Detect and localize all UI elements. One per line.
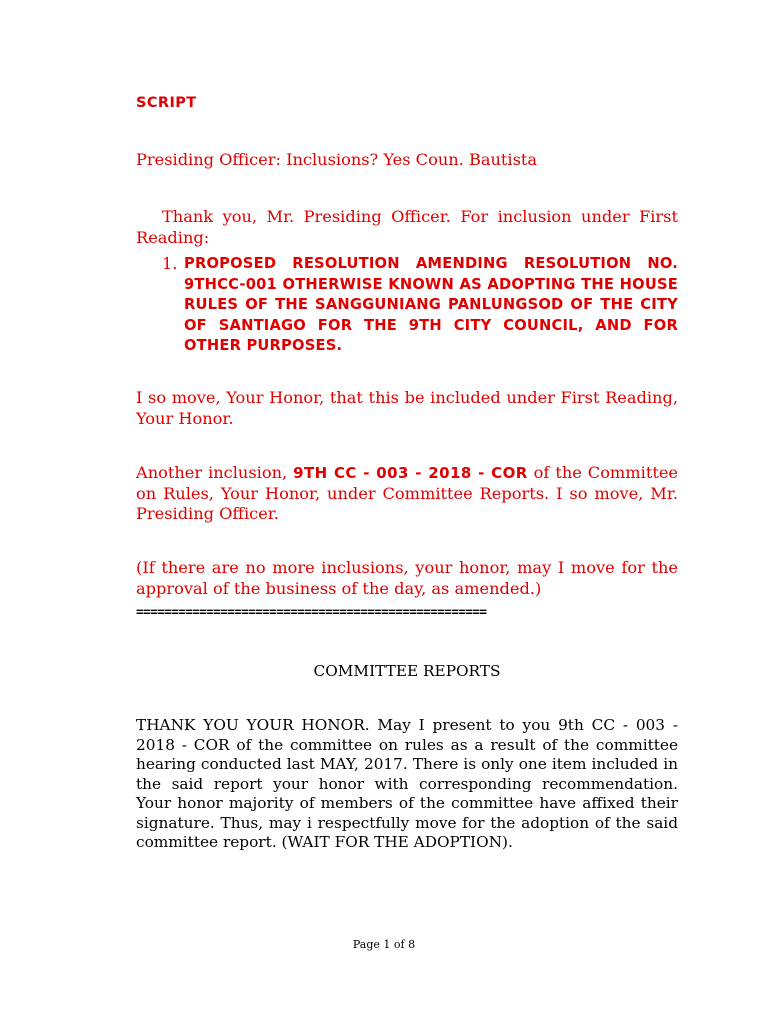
list-item-resolution: PROPOSED RESOLUTION AMENDING RESOLUTION NO. 9THCC-001 OTHERWISE KNOWN AS ADOPTING THE HOUSE RULES OF THE SANGGUNIANG PANLUNGSOD OF THE CITY OF SANTIAGO FOR THE 9TH CITY COUNCIL, AND FOR OTHER PURPOSES.: [184, 255, 678, 355]
another-prefix: Another inclusion,: [136, 463, 294, 482]
presiding-officer-line: Presiding Officer: Inclusions? Yes Coun. Bautista: [136, 150, 538, 169]
script-heading: SCRIPT: [136, 95, 197, 111]
inclusion-list: [136, 254, 678, 358]
committee-report-paragraph: THANK YOU YOUR HONOR. May I present to you 9th CC - 003 - 2018 - COR of the committee on rules as a result of the committee hearing conducted last MAY, 2017. There is only one item included in the said report your honor with corresponding recommendation. Your honor majority of members of the committee have affixed their signature. Thus, may i respectfully move for the adoption of the said committee report. (WAIT FOR THE ADOPTION).: [136, 716, 678, 851]
list-number: 1.: [162, 254, 178, 273]
committee-reports-title: COMMITTEE REPORTS: [313, 662, 501, 680]
committee-report-code: 9TH CC - 003 - 2018 - COR: [293, 464, 528, 482]
move-paragraph: I so move, Your Honor, that this be included under First Reading, Your Honor.: [136, 388, 678, 428]
page-footer: Page 1 of 8: [352, 938, 416, 951]
divider-line: ==================================================: [136, 604, 487, 619]
parenthetical-paragraph: (If there are no more inclusions, your honor, may I move for the approval of the business of the day, as amended.): [136, 558, 678, 598]
thank-you-paragraph: Thank you, Mr. Presiding Officer. For inclusion under First Reading:: [136, 207, 678, 247]
another-suffix: of the Committee on Rules, Your Honor, under Committee Reports. I so move, Mr. Presiding Officer.: [136, 463, 678, 524]
another-inclusion-paragraph: [136, 463, 678, 525]
document-page: [136, 0, 678, 1024]
